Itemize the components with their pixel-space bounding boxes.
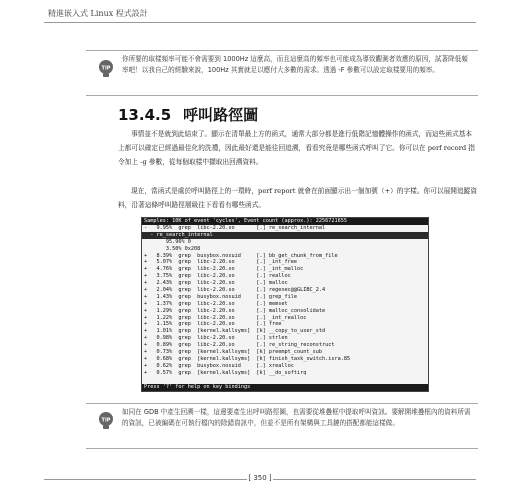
terminal-row: + 1.15% grep libc-2.20.so [.] free [144, 321, 282, 328]
running-header: 精進嵌入式 Linux 程式設計 [48, 9, 148, 18]
terminal-row: + 1.01% grep [kernel.kallsyms] [k] __copy_to_user_std [144, 328, 326, 335]
body-paragraph: 事情並不是就到此結束了。顯示在清單最上方的函式，通常大部分都是進行低階記憶體操作的函式，而這些函式基本上都可以確定已經過最佳化的洗禮，因此最好還是能往回追溯，看看究竟是哪些函式呼叫了它。你可以在 perf record 指令加上 -g 參數，從每個取樣中擷取出回溯資料。 [118, 130, 475, 166]
page-number: [ 350 ] [248, 474, 272, 482]
terminal-rows [142, 225, 428, 377]
terminal-row: + 8.39% grep busybox.nosuid [.] bb_get_chunk_from_file [144, 252, 338, 259]
terminal-row: 3.50% 0x208 [144, 245, 201, 252]
terminal-row: + 1.22% grep libc-2.20.so [.] _int_realloc [144, 314, 307, 321]
terminal-row: + 3.75% grep libc-2.20.so [.] realloc [144, 273, 291, 280]
footer-divider [273, 479, 476, 480]
section-heading [118, 104, 258, 125]
terminal-row: + 1.43% grep busybox.nosuid [.] grep_file [144, 293, 298, 300]
terminal-row: + 1.37% grep libc-2.20.so [.] memset [144, 300, 288, 307]
footer-divider [44, 479, 247, 480]
tip-icon [95, 58, 117, 80]
terminal-row: + 0.62% grep busybox.nosuid [.] xrealloc [144, 362, 294, 369]
svg-text:TIP: TIP [101, 65, 111, 72]
terminal-row: - re_search_internal [142, 232, 428, 239]
svg-text:TIP: TIP [101, 417, 111, 424]
terminal-footer: Press '?' for help on key bindings [142, 384, 429, 391]
header-divider [44, 22, 476, 23]
terminal-row: - 9.95% grep libc-2.20.so [.] re_search_internal [144, 225, 326, 231]
terminal-row: 95.96% 0 [144, 238, 191, 245]
section-number: 13.4.5 [118, 106, 172, 124]
perf-report-terminal [141, 217, 429, 392]
terminal-row: + 0.98% grep libc-2.20.so [.] strlen [144, 335, 288, 342]
terminal-row: + 0.57% grep [kernel.kallsyms] [k] __do_softirq [144, 369, 307, 376]
terminal-row: + 0.89% grep libc-2.20.so [.] re_string_reconstruct [144, 342, 335, 349]
tip-text-top: 你所要的取樣頻率可能不會需要到 1000Hz 這麼高，而且這麼高的頻率也可能成為導致觀測者效應的原因，試著降低頻率吧！以我自己的經驗來說，100Hz 其實就足以應付大多數的需求。透過 -F 參數可以設定取樣要用的頻率。 [122, 55, 468, 74]
terminal-row: + 2.43% grep libc-2.20.so [.] malloc [144, 280, 288, 287]
terminal-row: + 2.04% grep libc-2.20.so [.] regexec@@GLIBC_2.4 [144, 287, 326, 294]
terminal-row: + 5.07% grep libc-2.20.so [.] _int_free [144, 259, 298, 266]
terminal-row: + 1.29% grep libc-2.20.so [.] malloc_consolidate [144, 307, 326, 314]
terminal-row: + 0.73% grep [kernel.kallsyms] [k] preempt_count_sub [144, 349, 323, 356]
terminal-header: Samples: 10K of event 'cycles', Event count (approx.): 2256721655 [142, 218, 428, 225]
terminal-row: + 4.76% grep libc-2.20.so [.] _int_malloc [144, 266, 304, 273]
body-paragraph: 現在，當函式是處於呼叫路徑上的一環時，perf report 就會在前面顯示出一個加號（+）的字樣。你可以展開追蹤資料，沿著這條呼叫路徑層級往下看看有哪些函式。 [118, 187, 478, 209]
section-title: 呼叫路徑圖 [183, 106, 259, 124]
tip-text-bottom: 如同在 GDB 中產生回溯一樣，這邊要產生出呼叫路徑圖，也需要從堆疊框中提取呼叫資訊。要解開堆疊框內的資料所需的資訊，已被編碼在可執行檔內的除錯資訊中，但並不是所有架構與工具鏈的搭配都能這樣做。 [122, 408, 471, 427]
terminal-row: + 0.68% grep [kernel.kallsyms] [k] finish_task_switch.isra.85 [144, 355, 351, 362]
tip-icon [95, 410, 117, 432]
